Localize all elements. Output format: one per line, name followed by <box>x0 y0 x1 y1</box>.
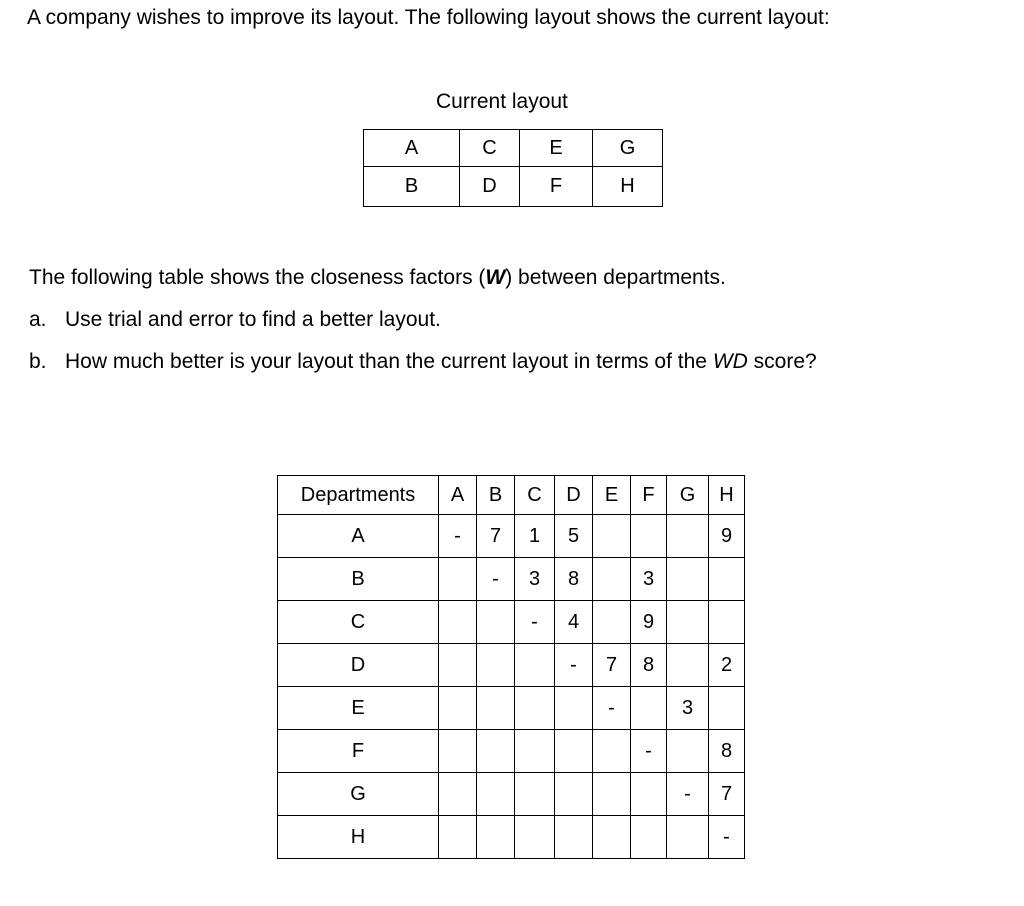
closeness-value-cell: 7 <box>477 515 515 558</box>
table-header-cell: G <box>667 476 709 515</box>
closeness-value-cell <box>667 515 709 558</box>
layout-cell: B <box>364 167 460 207</box>
table-row <box>278 816 745 859</box>
department-label-cell: C <box>278 601 439 644</box>
closeness-value-cell <box>631 773 667 816</box>
closeness-value-cell <box>439 816 477 859</box>
table-header-row <box>278 476 745 515</box>
closeness-value-cell <box>667 644 709 687</box>
closeness-value-cell <box>515 687 555 730</box>
closeness-value-cell: - <box>515 601 555 644</box>
closeness-value-cell <box>515 730 555 773</box>
layout-cell: C <box>460 130 520 167</box>
department-label-cell: E <box>278 687 439 730</box>
table-header-cell: H <box>709 476 745 515</box>
closeness-value-cell <box>439 558 477 601</box>
closeness-value-cell <box>631 515 667 558</box>
table-header-cell: D <box>555 476 593 515</box>
closeness-value-cell: 4 <box>555 601 593 644</box>
table-header-cell: B <box>477 476 515 515</box>
closeness-value-cell: 8 <box>631 644 667 687</box>
closeness-value-cell <box>439 601 477 644</box>
closeness-value-cell <box>709 687 745 730</box>
closeness-value-cell: 7 <box>709 773 745 816</box>
closeness-value-cell <box>593 601 631 644</box>
closeness-value-cell <box>477 601 515 644</box>
table-row <box>278 601 745 644</box>
closeness-value-cell: 3 <box>631 558 667 601</box>
closeness-value-cell <box>555 687 593 730</box>
closeness-value-cell <box>631 687 667 730</box>
department-label-cell: H <box>278 816 439 859</box>
closeness-value-cell: 5 <box>555 515 593 558</box>
closeness-value-cell <box>555 773 593 816</box>
closeness-value-cell <box>439 644 477 687</box>
department-label-cell: B <box>278 558 439 601</box>
closeness-value-cell: 3 <box>515 558 555 601</box>
closeness-value-cell <box>631 816 667 859</box>
layout-row <box>364 130 663 167</box>
closeness-value-cell: - <box>555 644 593 687</box>
table-header-cell: A <box>439 476 477 515</box>
layout-cell: G <box>593 130 663 167</box>
closeness-value-cell <box>593 558 631 601</box>
closeness-value-cell <box>667 730 709 773</box>
department-label-cell: D <box>278 644 439 687</box>
closeness-value-cell: - <box>667 773 709 816</box>
closeness-value-cell <box>667 558 709 601</box>
closeness-value-cell <box>593 816 631 859</box>
closeness-value-cell <box>593 773 631 816</box>
closeness-value-cell <box>555 816 593 859</box>
closeness-value-cell: 9 <box>631 601 667 644</box>
table-row <box>278 644 745 687</box>
question-a-text: Use trial and error to find a better layout. <box>65 308 441 331</box>
closeness-value-cell <box>593 515 631 558</box>
question-b-symbol: WD <box>712 350 748 373</box>
question-a <box>29 308 441 332</box>
closeness-value-cell: 2 <box>709 644 745 687</box>
problem-intro: A company wishes to improve its layout. The following layout shows the current layout: <box>27 6 830 29</box>
layout-row <box>364 167 663 207</box>
current-layout-title: Current layout <box>436 90 568 113</box>
question-b-marker: b. <box>29 350 47 373</box>
closeness-value-cell <box>477 816 515 859</box>
closeness-value-cell <box>477 730 515 773</box>
closeness-value-cell <box>667 816 709 859</box>
question-b-prefix: How much better is your layout than the current layout in terms of the <box>65 350 713 373</box>
closeness-symbol: W <box>485 266 506 289</box>
closeness-value-cell <box>439 773 477 816</box>
closeness-value-cell: - <box>477 558 515 601</box>
closeness-value-cell <box>555 730 593 773</box>
department-label-cell: G <box>278 773 439 816</box>
closeness-value-cell <box>515 816 555 859</box>
closeness-value-cell: 1 <box>515 515 555 558</box>
closeness-value-cell <box>477 644 515 687</box>
closeness-factor-table <box>277 475 745 859</box>
closeness-suffix: ) between departments. <box>505 266 726 289</box>
table-row <box>278 515 745 558</box>
closeness-value-cell: 8 <box>555 558 593 601</box>
question-b-suffix: score? <box>747 350 817 373</box>
closeness-prefix: The following table shows the closeness factors ( <box>29 266 486 289</box>
closeness-value-cell: - <box>439 515 477 558</box>
closeness-value-cell <box>593 730 631 773</box>
layout-cell: A <box>364 130 460 167</box>
layout-cell: F <box>520 167 593 207</box>
closeness-description <box>29 266 726 290</box>
layout-cell: D <box>460 167 520 207</box>
closeness-value-cell <box>439 730 477 773</box>
table-row <box>278 773 745 816</box>
closeness-value-cell: 7 <box>593 644 631 687</box>
closeness-value-cell <box>709 558 745 601</box>
table-header-cell: C <box>515 476 555 515</box>
closeness-value-cell <box>515 644 555 687</box>
closeness-value-cell <box>515 773 555 816</box>
closeness-value-cell <box>667 601 709 644</box>
closeness-value-cell: 8 <box>709 730 745 773</box>
current-layout-grid <box>363 129 663 207</box>
closeness-value-cell: - <box>593 687 631 730</box>
table-header-cell: Departments <box>278 476 439 515</box>
department-label-cell: A <box>278 515 439 558</box>
closeness-value-cell: - <box>709 816 745 859</box>
department-label-cell: F <box>278 730 439 773</box>
table-header-cell: E <box>593 476 631 515</box>
table-row <box>278 558 745 601</box>
question-a-marker: a. <box>29 308 47 331</box>
closeness-value-cell <box>477 773 515 816</box>
closeness-value-cell: - <box>631 730 667 773</box>
closeness-value-cell: 9 <box>709 515 745 558</box>
closeness-value-cell: 3 <box>667 687 709 730</box>
closeness-value-cell <box>709 601 745 644</box>
layout-cell: H <box>593 167 663 207</box>
closeness-value-cell <box>439 687 477 730</box>
table-row <box>278 687 745 730</box>
closeness-value-cell <box>477 687 515 730</box>
layout-cell: E <box>520 130 593 167</box>
table-header-cell: F <box>631 476 667 515</box>
question-b <box>29 350 817 374</box>
table-row <box>278 730 745 773</box>
